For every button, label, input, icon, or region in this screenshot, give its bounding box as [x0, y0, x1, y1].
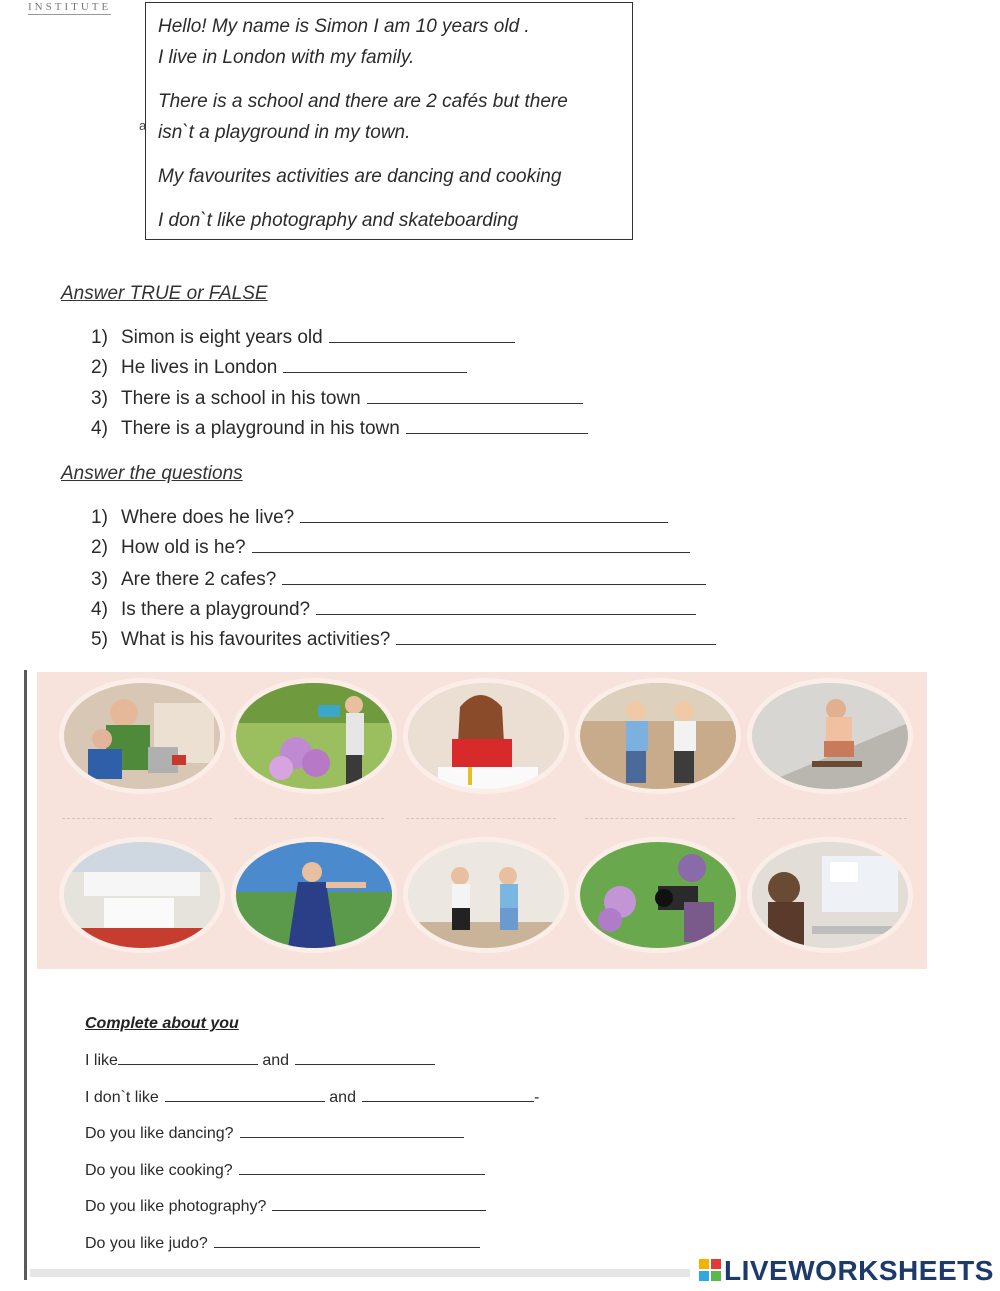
liveworksheets-brand: LIVEWORKSHEETS: [724, 1255, 994, 1286]
intro-line: I live in London with my family.: [158, 47, 415, 68]
complete-heading: Complete about you: [85, 1015, 239, 1032]
judo-photo: [59, 837, 225, 953]
answer-blank[interactable]: [283, 358, 467, 373]
tf-item-3: 3) There is a school in his town: [91, 388, 583, 410]
answer-blank[interactable]: [272, 1198, 486, 1211]
answer-blank[interactable]: [367, 389, 583, 404]
label-line: [585, 818, 735, 819]
intro-text-box: [145, 2, 633, 240]
tf-item-1: 1) Simon is eight years old: [91, 327, 515, 349]
intro-line: Hello! My name is Simon I am 10 years old .: [158, 16, 530, 37]
tf-item-4: 4) There is a playground in his town: [91, 418, 588, 440]
complete-line-dislike: I don`t like and -: [85, 1089, 540, 1106]
answer-blank[interactable]: [295, 1052, 435, 1065]
gardening-photo: [231, 678, 397, 794]
label-line: [406, 818, 556, 819]
computers-photo: [747, 837, 913, 953]
intro-line: isn`t a playground in my town.: [158, 122, 411, 143]
answer-blank[interactable]: [239, 1162, 485, 1175]
label-line: [234, 818, 384, 819]
true-false-heading: Answer TRUE or FALSE: [61, 283, 268, 304]
complete-line-like: I like and: [85, 1052, 435, 1070]
complete-q-dancing: Do you like dancing?: [85, 1125, 464, 1143]
answer-blank[interactable]: [362, 1089, 534, 1102]
answer-blank[interactable]: [316, 600, 696, 615]
acting-photo: [231, 837, 397, 953]
stray-mark: a: [139, 118, 147, 133]
answer-blank[interactable]: [240, 1125, 464, 1138]
complete-q-judo: Do you like judo?: [85, 1235, 480, 1253]
question-2: 2) How old is he?: [91, 537, 690, 559]
questions-heading: Answer the questions: [61, 463, 243, 484]
cooking-photo: [59, 678, 225, 794]
answer-blank[interactable]: [396, 630, 716, 645]
question-3: 3) Are there 2 cafes?: [91, 569, 706, 591]
complete-q-photography: Do you like photography?: [85, 1198, 486, 1216]
answer-blank[interactable]: [329, 328, 515, 343]
label-line: [62, 818, 212, 819]
drawing-photo: [403, 678, 569, 794]
answer-blank[interactable]: [252, 538, 690, 553]
tf-item-2: 2) He lives in London: [91, 357, 467, 379]
activity-photo-panel: [37, 672, 927, 969]
intro-line: My favourites activities are dancing and cooking: [158, 166, 562, 187]
answer-blank[interactable]: [282, 570, 706, 585]
aerobics-photo: [403, 837, 569, 953]
answer-blank[interactable]: [406, 419, 588, 434]
answer-blank[interactable]: [214, 1235, 480, 1248]
footer-bar: [30, 1269, 690, 1277]
intro-line: I don`t like photography and skateboarding: [158, 210, 519, 231]
answer-blank[interactable]: [300, 508, 668, 523]
question-1: 1) Where does he live?: [91, 507, 668, 529]
skateboarding-photo: [747, 678, 913, 794]
label-line: [757, 818, 907, 819]
photography-photo: [575, 837, 741, 953]
complete-q-cooking: Do you like cooking?: [85, 1162, 485, 1180]
question-5: 5) What is his favourites activities?: [91, 629, 716, 651]
dancing-photo: [575, 678, 741, 794]
answer-blank[interactable]: [118, 1052, 258, 1065]
intro-line: There is a school and there are 2 cafés but there: [158, 91, 568, 112]
question-4: 4) Is there a playground?: [91, 599, 696, 621]
answer-blank[interactable]: [165, 1089, 325, 1102]
institute-logo: INSTITUTE: [28, 1, 112, 13]
liveworksheets-logo-icon: [699, 1259, 721, 1281]
left-margin-rule: [24, 670, 27, 1280]
